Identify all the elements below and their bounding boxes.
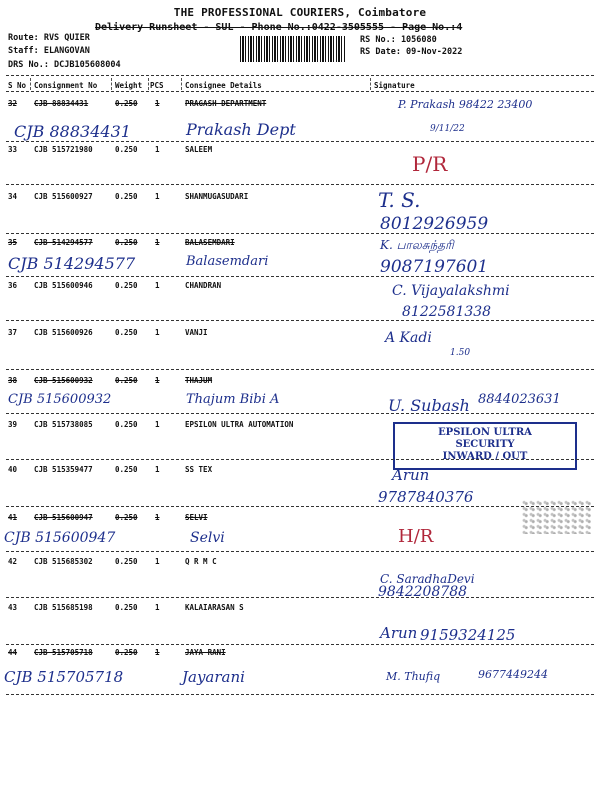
row-consignment: CJB 515685198 bbox=[34, 603, 93, 612]
row-sno: 39 bbox=[8, 420, 18, 429]
row-sno: 44 bbox=[8, 648, 18, 657]
col-sno: S No bbox=[8, 81, 27, 90]
row-sno: 38 bbox=[8, 376, 18, 385]
row-consignee: KALAIARASAN S bbox=[185, 603, 244, 612]
staff-label: Staff: ELANGOVAN bbox=[8, 46, 90, 56]
col-pcs: PCS bbox=[150, 81, 164, 90]
row-consignment: CJB 515600932 bbox=[34, 376, 93, 385]
row-consignment: CJB 515600927 bbox=[34, 192, 93, 201]
handwritten-name: Prakash Dept bbox=[186, 120, 296, 139]
row-weight: 0.250 bbox=[115, 238, 138, 247]
row-weight: 0.250 bbox=[115, 376, 138, 385]
row-consignee: JAYA RANI bbox=[185, 648, 226, 657]
row-consignment: CJB 515600947 bbox=[34, 513, 93, 522]
row-consignee: THAJUM bbox=[185, 376, 213, 385]
col-weight: Weight bbox=[115, 81, 143, 90]
handwritten-phone: 9842208788 bbox=[378, 584, 468, 600]
handwritten-signature: P. Prakash 98422 23400 bbox=[398, 98, 533, 111]
row-pcs: 1 bbox=[155, 192, 160, 201]
rs-number: RS No.: 1056080 bbox=[360, 35, 437, 45]
row-weight: 0.250 bbox=[115, 328, 138, 337]
row-consignee: SALEEM bbox=[185, 145, 213, 154]
row-consignment: CJB 514294577 bbox=[34, 238, 93, 247]
row-consignment: CJB 515738085 bbox=[34, 420, 93, 429]
row-sno: 37 bbox=[8, 328, 18, 337]
row-sno: 36 bbox=[8, 281, 18, 290]
row-consignee: Q R M C bbox=[185, 557, 217, 566]
row-pcs: 1 bbox=[155, 281, 160, 290]
row-sno: 41 bbox=[8, 513, 18, 522]
row-weight: 0.250 bbox=[115, 557, 138, 566]
rs-date: RS Date: 09-Nov-2022 bbox=[360, 47, 463, 57]
handwritten-signature: H/R bbox=[398, 526, 434, 547]
handwritten-date: 1.50 bbox=[450, 348, 471, 358]
row-sno: 42 bbox=[8, 557, 18, 566]
route-label: Route: RVS QUIER bbox=[8, 33, 90, 43]
row-consignee: EPSILON ULTRA AUTOMATION bbox=[185, 420, 294, 429]
handwritten-date: 9/11/22 bbox=[430, 124, 465, 134]
row-consignee: PRAGASH DEPARTMENT bbox=[185, 99, 267, 108]
row-weight: 0.250 bbox=[115, 465, 138, 474]
handwritten-consignment: CJB 515600932 bbox=[8, 392, 112, 407]
row-pcs: 1 bbox=[155, 513, 160, 522]
row-pcs: 1 bbox=[155, 465, 160, 474]
row-sno: 43 bbox=[8, 603, 18, 612]
row-pcs: 1 bbox=[155, 145, 160, 154]
row-pcs: 1 bbox=[155, 99, 160, 108]
handwritten-phone: 8012926959 bbox=[380, 214, 489, 234]
row-consignment: CJB 515600926 bbox=[34, 328, 93, 337]
row-sno: 40 bbox=[8, 465, 18, 474]
row-consignment: CJB 515705718 bbox=[34, 648, 93, 657]
row-consignee: BALASEMDARI bbox=[185, 238, 235, 247]
row-consignment: CJB 515685302 bbox=[34, 557, 93, 566]
row-weight: 0.250 bbox=[115, 99, 138, 108]
handwritten-name: Selvi bbox=[190, 530, 225, 546]
row-consignment: CJB 88834431 bbox=[34, 99, 89, 108]
row-sno: 32 bbox=[8, 99, 18, 108]
row-sno: 33 bbox=[8, 145, 18, 154]
handwritten-name: Balasemdari bbox=[186, 254, 269, 269]
stamp-line-2: SECURITY bbox=[455, 439, 515, 450]
row-weight: 0.250 bbox=[115, 420, 138, 429]
row-pcs: 1 bbox=[155, 603, 160, 612]
handwritten-consignment: CJB 515705718 bbox=[4, 668, 124, 686]
handwritten-consignment: CJB 515600947 bbox=[4, 530, 116, 546]
row-consignee: SS TEX bbox=[185, 465, 213, 474]
handwritten-signature: P/R bbox=[412, 152, 448, 176]
handwritten-consignment: CJB 514294577 bbox=[8, 254, 136, 273]
handwritten-phone: 9087197601 bbox=[380, 257, 489, 277]
col-signature: Signature bbox=[374, 81, 415, 90]
handwritten-consignment: CJB 88834431 bbox=[14, 122, 131, 141]
handwritten-signature: M. Thufiq bbox=[386, 670, 441, 683]
scan-noise bbox=[522, 500, 592, 534]
row-weight: 0.250 bbox=[115, 648, 138, 657]
row-pcs: 1 bbox=[155, 557, 160, 566]
row-weight: 0.250 bbox=[115, 192, 138, 201]
row-weight: 0.250 bbox=[115, 145, 138, 154]
stamp-line-3: INWARD / OUT bbox=[442, 451, 528, 462]
handwritten-signature: U. Subash bbox=[388, 396, 470, 415]
handwritten-signature: C. SaradhaDevi bbox=[380, 572, 475, 586]
stamp-line-1: EPSILON ULTRA bbox=[438, 427, 532, 438]
row-consignment: CJB 515359477 bbox=[34, 465, 93, 474]
handwritten-phone: 9677449244 bbox=[478, 668, 548, 681]
col-consignee: Consignee Details bbox=[185, 81, 262, 90]
row-weight: 0.250 bbox=[115, 281, 138, 290]
handwritten-signature: K. பாலசுந்தரி bbox=[380, 238, 454, 252]
row-consignment: CJB 515600946 bbox=[34, 281, 93, 290]
row-sno: 34 bbox=[8, 192, 18, 201]
runsheet-title: THE PROFESSIONAL COURIERS, Coimbatore bbox=[173, 6, 427, 19]
row-consignment: CJB 515721980 bbox=[34, 145, 93, 154]
row-consignee: SELVI bbox=[185, 513, 208, 522]
row-consignee: CHANDRAN bbox=[185, 281, 222, 290]
row-pcs: 1 bbox=[155, 376, 160, 385]
handwritten-name: Jayarani bbox=[182, 668, 245, 686]
row-pcs: 1 bbox=[155, 238, 160, 247]
handwritten-phone: 9159324125 bbox=[420, 626, 516, 644]
row-consignee: VANJI bbox=[185, 328, 208, 337]
row-sno: 35 bbox=[8, 238, 18, 247]
row-weight: 0.250 bbox=[115, 513, 138, 522]
handwritten-phone: 8122581338 bbox=[402, 304, 492, 320]
company-stamp bbox=[393, 422, 577, 470]
drs-number: DRS No.: DCJB105608004 bbox=[8, 60, 121, 70]
handwritten-signature: T. S. bbox=[378, 188, 421, 212]
handwritten-signature: Arun bbox=[380, 624, 418, 642]
col-consignment: Consignment No bbox=[34, 81, 98, 90]
handwritten-name: Thajum Bibi A bbox=[186, 392, 280, 407]
barcode bbox=[240, 36, 345, 62]
handwritten-signature: Arun bbox=[392, 466, 430, 484]
handwritten-phone: 9787840376 bbox=[378, 488, 474, 506]
handwritten-signature: C. Vijayalakshmi bbox=[392, 283, 510, 299]
handwritten-phone: 8844023631 bbox=[478, 392, 561, 407]
handwritten-signature: A Kadi bbox=[385, 330, 432, 346]
row-weight: 0.250 bbox=[115, 603, 138, 612]
runsheet-subtitle: Delivery Runsheet - SUL - Phone No.:0422-3505555 - Page No.:4 bbox=[95, 22, 463, 33]
row-consignee: SHANMUGASUDARI bbox=[185, 192, 249, 201]
row-pcs: 1 bbox=[155, 328, 160, 337]
row-pcs: 1 bbox=[155, 420, 160, 429]
row-pcs: 1 bbox=[155, 648, 160, 657]
